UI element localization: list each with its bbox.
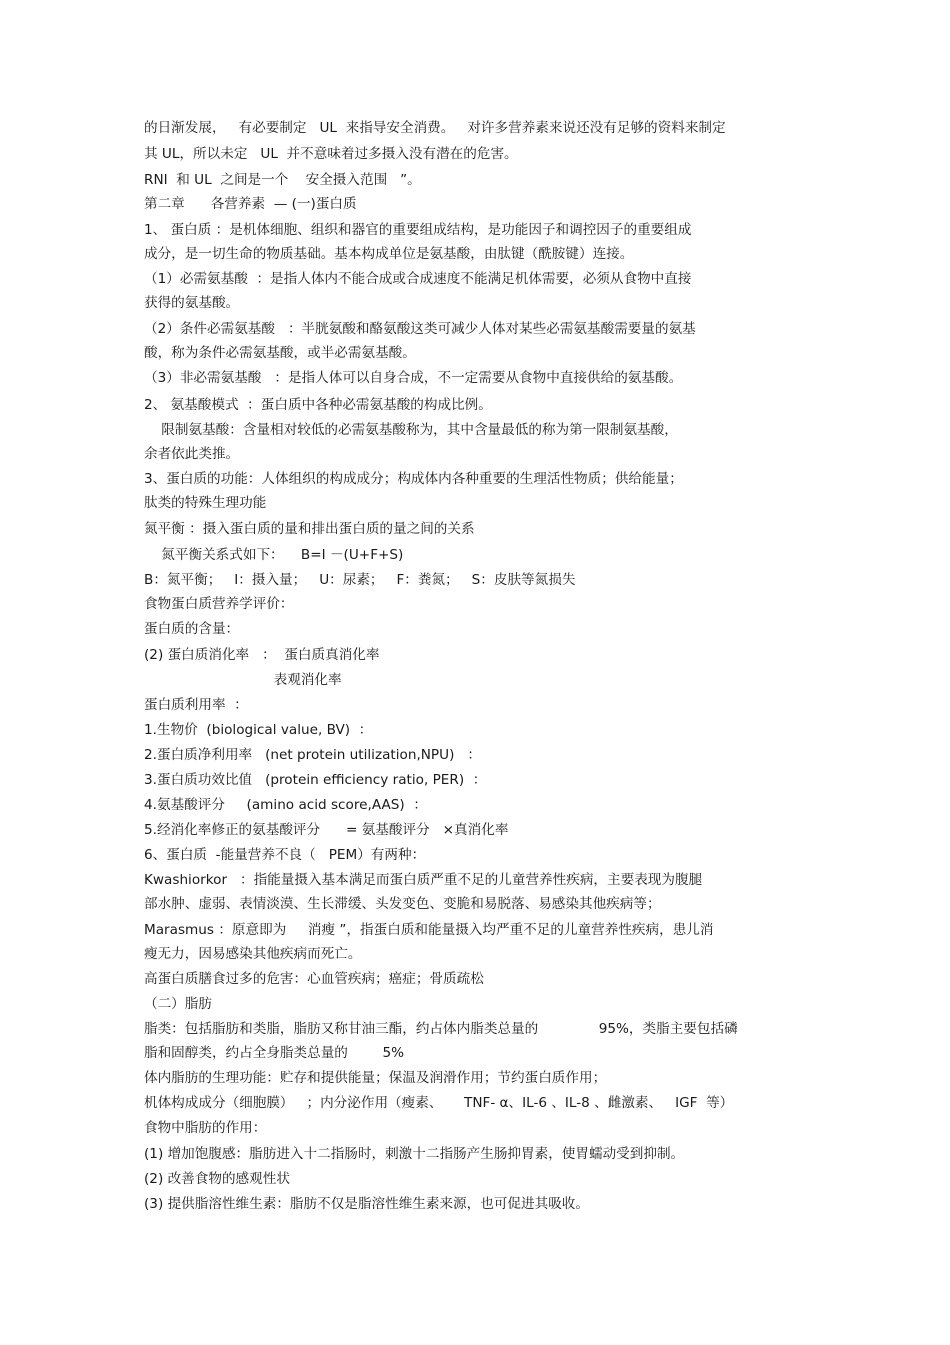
text-line: 3.蛋白质功效比值 (protein efficiency ratio, PER) ： bbox=[144, 772, 487, 788]
text-line: 限制氨基酸：含量相对较低的必需氨基酸称为，其中含量最低的称为第一限制氨基酸， bbox=[144, 422, 678, 438]
text-line: RNI 和 UL 之间是一个 安全摄入范围 ”。 bbox=[144, 172, 421, 188]
text-line: 体内脂肪的生理功能：贮存和提供能量；保温及润滑作用；节约蛋白质作用； bbox=[144, 1070, 607, 1086]
text-line: 氮平衡 ：摄入蛋白质的量和排出蛋白质的量之间的关系 bbox=[144, 521, 475, 537]
text-line: 余者依此类推。 bbox=[144, 446, 240, 462]
text-line: 2、 氨基酸模式 ：蛋白质中各种必需氨基酸的构成比例。 bbox=[144, 397, 492, 413]
formula-line: 氮平衡关系式如下： B=I －(U+F+S) bbox=[144, 547, 404, 563]
text-line: 4.氨基酸评分 (amino acid score,AAS) ： bbox=[144, 797, 427, 813]
text-line: (3) 提供脂溶性维生素：脂肪不仅是脂溶性维生素来源，也可促进其吸收。 bbox=[144, 1196, 589, 1212]
text-line: 蛋白质利用率 ： bbox=[144, 697, 248, 713]
text-line: (2) 改善食物的感观性状 bbox=[144, 1171, 290, 1187]
text-line: Kwashiorkor ：指能量摄入基本满足而蛋白质严重不足的儿童营养性疾病，主要表现为腹腿 bbox=[144, 872, 703, 888]
text-line: 酸，称为条件必需氨基酸，或半必需氨基酸。 bbox=[144, 345, 416, 361]
text-line: 食物中脂肪的作用： bbox=[144, 1120, 267, 1136]
text-line: （2）条件必需氨基酸 ：半胱氨酸和酪氨酸这类可减少人体对某些必需氨基酸需要量的氨基 bbox=[144, 321, 696, 337]
text-line: 部水肿、虚弱、表情淡漠、生长滞缓、头发变色、变脆和易脱落、易感染其他疾病等； bbox=[144, 896, 661, 912]
text-line: 肽类的特殊生理功能 bbox=[144, 495, 267, 511]
text-line: 食物蛋白质营养学评价： bbox=[144, 596, 294, 612]
text-line: 成分，是一切生命的物质基础。基本构成单位是氨基酸，由肽键（酰胺键）连接。 bbox=[144, 246, 634, 262]
text-line: 1、 蛋白质 ：是机体细胞、组织和器官的重要组成结构，是功能因子和调控因子的重要组成 bbox=[144, 222, 692, 238]
text-line: 获得的氨基酸。 bbox=[144, 295, 240, 311]
text-line: 2.蛋白质净利用率 (net protein utilization,NPU) ： bbox=[144, 747, 481, 763]
text-line: （1）必需氨基酸 ：是指人体内不能合成或合成速度不能满足机体需要，必须从食物中直接 bbox=[144, 271, 692, 287]
text-line: B：氮平衡； I：摄入量； U：尿素； F：粪氮； S：皮肤等氮损失 bbox=[144, 572, 576, 588]
text-line: (2) 蛋白质消化率 ： 蛋白质真消化率 bbox=[144, 647, 380, 663]
text-line: （3）非必需氨基酸 ：是指人体可以自身合成，不一定需要从食物中直接供给的氨基酸。 bbox=[144, 370, 683, 386]
text-line: 1.生物价 (biological value, BV) ： bbox=[144, 722, 373, 738]
text-line: 高蛋白质膳食过多的危害：心血管疾病；癌症；骨质疏松 bbox=[144, 971, 484, 987]
chapter-heading: 第二章 各营养素 — (一)蛋白质 bbox=[144, 196, 357, 212]
text-line: Marasmus ：原意即为 消瘦 ”，指蛋白质和能量摄入均严重不足的儿童营养性疾病，患儿消 bbox=[144, 922, 714, 938]
text-line: 脂类：包括脂肪和类脂，脂肪又称甘油三酯，约占体内脂类总量的 95%，类脂主要包括磷 bbox=[144, 1021, 738, 1037]
text-line: 6、蛋白质 -能量营养不良（ PEM）有两种： bbox=[144, 847, 426, 863]
text-line: 机体构成成分（细胞膜） ；内分泌作用（瘦素、 TNF- α、IL-6 、IL-8 、雌激素、 IGF 等） bbox=[144, 1095, 734, 1111]
text-line: 表观消化率 bbox=[144, 672, 342, 688]
text-line: 其 UL，所以未定 UL 并不意味着过多摄入没有潜在的危害。 bbox=[144, 146, 518, 162]
text-line: 蛋白质的含量： bbox=[144, 621, 240, 637]
text-line: 瘦无力，因易感染其他疾病而死亡。 bbox=[144, 946, 362, 962]
section-heading: （二）脂肪 bbox=[144, 996, 212, 1012]
text-line: 的日渐发展， 有必要制定 UL 来指导安全消费。 对许多营养素来说还没有足够的资料来制定 bbox=[144, 120, 726, 136]
text-line: 脂和固醇类，约占全身脂类总量的 5% bbox=[144, 1045, 405, 1061]
text-line: 3、蛋白质的功能：人体组织的构成成分；构成体内各种重要的生理活性物质；供给能量； bbox=[144, 471, 683, 487]
text-line: 5.经消化率修正的氨基酸评分 = 氨基酸评分 ×真消化率 bbox=[144, 822, 509, 838]
text-line: (1) 增加饱腹感：脂肪进入十二指肠时，刺激十二指肠产生肠抑胃素，使胃蠕动受到抑制。 bbox=[144, 1146, 685, 1162]
